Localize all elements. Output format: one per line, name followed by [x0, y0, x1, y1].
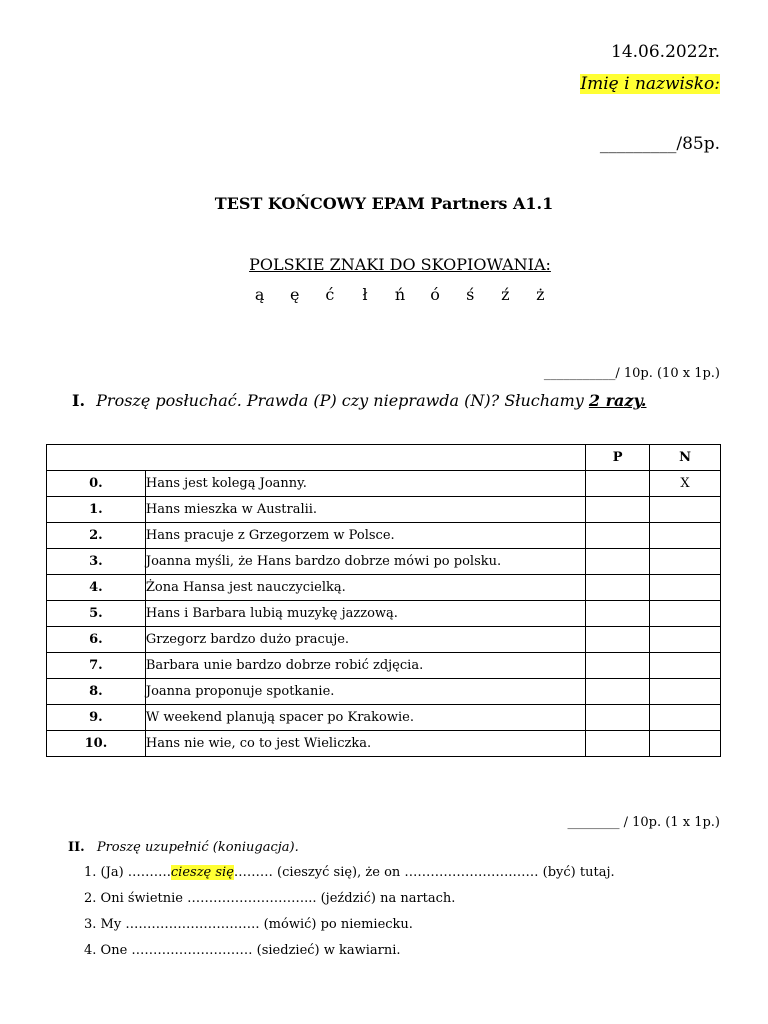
row-statement: W weekend planują spacer po Krakowie. — [145, 705, 585, 731]
polish-char: ź — [501, 285, 510, 304]
answer-cell-p[interactable] — [586, 601, 650, 627]
polish-chars-title: POLSKIE ZNAKI DO SKOPIOWANIA: — [249, 255, 551, 274]
polish-char: ń — [394, 285, 406, 304]
table-row — [47, 653, 721, 679]
polish-char: ó — [430, 285, 440, 304]
answer-cell-n[interactable] — [650, 705, 721, 731]
answer-cell-p[interactable] — [586, 731, 650, 757]
answer-cell-p[interactable] — [586, 653, 650, 679]
table-header-row — [47, 445, 721, 471]
polish-char: ą — [254, 285, 265, 304]
row-statement: Barbara unie bardzo dobrze robić zdjęcia. — [145, 653, 585, 679]
polish-char: ć — [325, 285, 335, 304]
total-score-field: _________/85p. — [599, 134, 720, 154]
column-header-p: P — [586, 445, 650, 471]
row-statement: Hans nie wie, co to jest Wieliczka. — [145, 731, 585, 757]
row-number: 3. — [47, 549, 146, 575]
row-statement: Hans pracuje z Grzegorzem w Polsce. — [145, 523, 585, 549]
section1-instruction: Proszę posłuchać. Prawda (P) czy nieprawda (N)? Słuchamy — [96, 391, 584, 410]
exercise-1-example-answer: cieszę się — [170, 865, 234, 880]
row-number: 2. — [47, 523, 146, 549]
exercise-line — [84, 865, 615, 880]
answer-cell-n[interactable] — [650, 549, 721, 575]
exercise-line: 2. Oni świetnie ………………………... (jeździć) na nartach. — [84, 891, 456, 906]
answer-cell-n[interactable] — [650, 653, 721, 679]
row-number: 9. — [47, 705, 146, 731]
table-row — [47, 471, 721, 497]
section2-number: II. — [68, 840, 85, 855]
table-row — [47, 627, 721, 653]
answer-cell-p[interactable] — [586, 523, 650, 549]
row-number: 1. — [47, 497, 146, 523]
table-row — [47, 731, 721, 757]
table-row — [47, 549, 721, 575]
row-statement: Hans jest kolegą Joanny. — [145, 471, 585, 497]
table-row — [47, 705, 721, 731]
row-number: 6. — [47, 627, 146, 653]
row-statement: Żona Hansa jest nauczycielką. — [145, 575, 585, 601]
row-statement: Joanna proponuje spotkanie. — [145, 679, 585, 705]
table-row — [47, 601, 721, 627]
answer-cell-p[interactable] — [586, 497, 650, 523]
true-false-table — [46, 444, 721, 757]
header-blank — [47, 445, 586, 471]
polish-char: ł — [362, 285, 368, 304]
row-statement: Hans i Barbara lubią muzykę jazzową. — [145, 601, 585, 627]
section2-instruction: Proszę uzupełnić (koniugacja). — [96, 840, 299, 855]
polish-char: ę — [289, 285, 300, 304]
answer-cell-p[interactable] — [586, 471, 650, 497]
name-label — [580, 74, 720, 94]
polish-chars-row — [0, 285, 768, 304]
answer-cell-p[interactable] — [586, 679, 650, 705]
row-number: 7. — [47, 653, 146, 679]
row-number: 10. — [47, 731, 146, 757]
answer-cell-p[interactable] — [586, 575, 650, 601]
polish-char: ż — [536, 285, 545, 304]
answer-cell-n[interactable] — [650, 731, 721, 757]
row-number: 4. — [47, 575, 146, 601]
exercise-1-end: ……… (cieszyć się), że on …………………….…… (być) tutaj. — [233, 865, 615, 880]
row-statement: Grzegorz bardzo dużo pracuje. — [145, 627, 585, 653]
page-title: TEST KOŃCOWY EPAM Partners A1.1 — [214, 194, 554, 213]
section1-heading — [72, 391, 647, 410]
table-row — [47, 523, 721, 549]
answer-cell-p[interactable] — [586, 549, 650, 575]
section2-points: ________ / 10p. (1 x 1p.) — [567, 815, 720, 830]
row-number: 5. — [47, 601, 146, 627]
section1-points: ___________/ 10p. (10 x 1p.) — [543, 366, 720, 381]
section2-heading — [68, 840, 299, 855]
row-statement: Hans mieszka w Australii. — [145, 497, 585, 523]
answer-cell-p[interactable] — [586, 627, 650, 653]
answer-cell-n[interactable] — [650, 627, 721, 653]
row-statement: Joanna myśli, że Hans bardzo dobrze mówi po polsku. — [145, 549, 585, 575]
answer-cell-n[interactable]: X — [650, 471, 721, 497]
answer-cell-n[interactable] — [650, 679, 721, 705]
table-row — [47, 497, 721, 523]
row-number: 8. — [47, 679, 146, 705]
table-body — [47, 471, 721, 757]
answer-cell-n[interactable] — [650, 601, 721, 627]
name-label-text: Imię i nazwisko: — [580, 74, 720, 94]
answer-cell-n[interactable] — [650, 523, 721, 549]
exercise-line: 4. One ……….……………… (siedzieć) w kawiarni. — [84, 943, 401, 958]
answer-cell-n[interactable] — [650, 575, 721, 601]
polish-char: ś — [466, 285, 475, 304]
table-row — [47, 679, 721, 705]
exercise-1-start: 1. (Ja) ………. — [84, 865, 171, 880]
row-number: 0. — [47, 471, 146, 497]
exercise-line: 3. My …………………………. (mówić) po niemiecku. — [84, 917, 413, 932]
test-date: 14.06.2022r. — [611, 42, 720, 62]
answer-cell-n[interactable] — [650, 497, 721, 523]
answer-cell-p[interactable] — [586, 705, 650, 731]
column-header-n: N — [650, 445, 721, 471]
section1-number: I. — [72, 391, 86, 410]
table-row — [47, 575, 721, 601]
section1-emphasis: 2 razy. — [588, 391, 647, 410]
